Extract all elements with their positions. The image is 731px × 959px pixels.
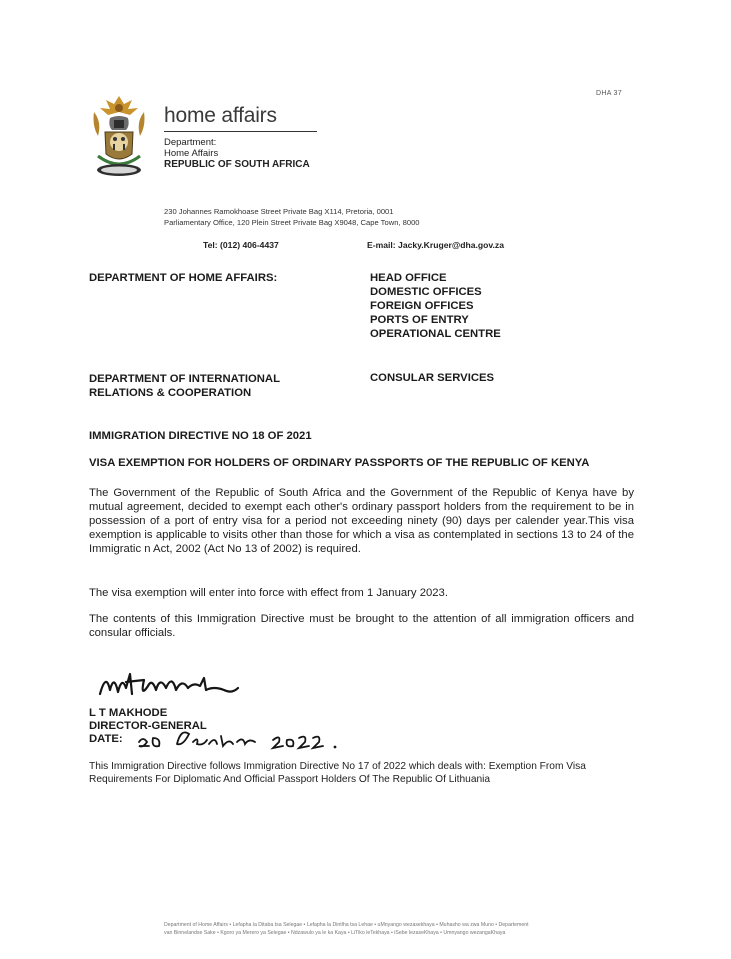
document-ref-code: DHA 37 <box>596 90 622 97</box>
brand-underline <box>164 131 317 132</box>
footer-line-2: van Binnelandse Sake • Kgoro ya Merero ya Selegae • Ndzawulo ya le ka Kaya • LiTiko leTekhaya • iSebe lezaseKhaya • Umnyango wezangaKhaya <box>164 929 506 936</box>
dirco-label-line-1: DEPARTMENT OF INTERNATIONAL <box>89 373 280 385</box>
dha-target-head-office: HEAD OFFICE <box>370 272 447 284</box>
dirco-target: CONSULAR SERVICES <box>370 372 495 384</box>
handwritten-date <box>137 724 357 752</box>
dha-targets <box>370 271 501 341</box>
multilingual-footer <box>164 922 644 937</box>
letterhead-department <box>164 137 310 170</box>
directive-number: IMMIGRATION DIRECTIVE NO 18 OF 2021 <box>89 430 312 442</box>
footer-line-1: Department of Home Affairs • Lefapha la Ditaba tsa Selegae • Lefapha la Dintlha tsa Lehae • uMnyango wezasekhaya • Muhasho wa zwa Muno • Departement <box>164 922 529 928</box>
signatory-name: L T MAKHODE <box>89 707 168 719</box>
dha-target-foreign: FOREIGN OFFICES <box>370 300 474 312</box>
letterhead-email: E-mail: Jacky.Kruger@dha.gov.za <box>367 240 505 250</box>
directive-paragraph-2: The visa exemption will enter into force with effect from 1 January 2023. <box>89 587 448 599</box>
address-line-2: Parliamentary Office, 120 Plein Street Private Bag X9048, Cape Town, 8000 <box>164 217 420 227</box>
directive-paragraph-3: The contents of this Immigration Directive must be brought to the attention of all immigration officers and consular officials. <box>89 613 634 639</box>
dha-target-ports: PORTS OF ENTRY <box>370 314 469 326</box>
directive-footnote: This Immigration Directive follows Immigration Directive No 17 of 2022 which deals with: Exemption From Visa Requirements For Diplomatic And Official Passport Holders Of The Republic Of Lithuania <box>89 761 586 785</box>
dha-target-operational: OPERATIONAL CENTRE <box>370 328 501 340</box>
dha-label: DEPARTMENT OF HOME AFFAIRS: <box>89 272 278 284</box>
address-line-1: 230 Johannes Ramokhoase Street Private Bag X114, Pretoria, 0001 <box>164 207 394 216</box>
dirco-label-line-2: RELATIONS & COOPERATION <box>89 387 252 399</box>
letterhead-address <box>164 207 420 228</box>
signatory-date-label: DATE: <box>89 733 123 745</box>
letterhead-tel: Tel: (012) 406-4437 <box>203 240 279 250</box>
dept-line-2: Home Affairs <box>164 148 219 159</box>
directive-paragraph-1: The Government of the Republic of South Africa and the Government of the Republic of Kenya have by mutual agreement, decided to exempt each other's ordinary passport holders from the requirement to be in possession of a port of entry visa for a period not exceeding ninety (90) days per calender year.This visa exemption is applicable to visits other than those for which a visa as contemplated in sections 13 to 24 of the Immigratic n Act, 2002 (Act No 13 of 2002) is required. <box>89 487 634 555</box>
directive-subject: VISA EXEMPTION FOR HOLDERS OF ORDINARY PASSPORTS OF THE REPUBLIC OF KENYA <box>89 457 590 469</box>
dept-line-3: REPUBLIC OF SOUTH AFRICA <box>164 159 310 170</box>
dirco-label <box>89 372 280 400</box>
handwritten-signature <box>96 664 246 704</box>
signatory-title: DIRECTOR-GENERAL <box>89 720 207 732</box>
dept-line-1: Department: <box>164 137 217 148</box>
dha-target-domestic: DOMESTIC OFFICES <box>370 286 482 298</box>
letterhead-brand: home affairs <box>164 104 277 127</box>
coat-of-arms-icon <box>88 92 150 182</box>
